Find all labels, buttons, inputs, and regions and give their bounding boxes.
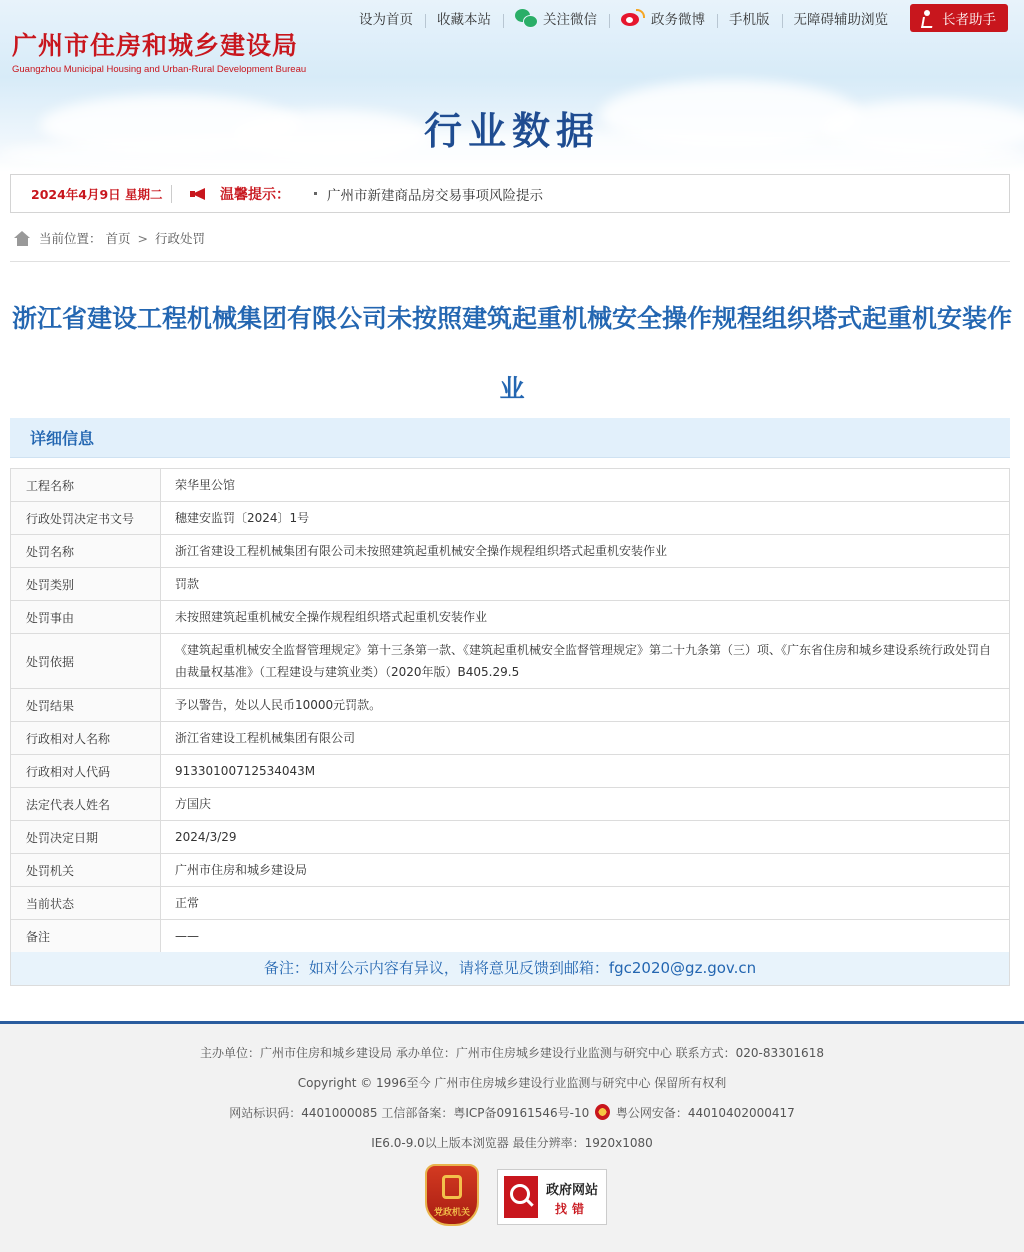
top-nav <box>347 4 1008 32</box>
feedback-note: 备注：如对公示内容有异议，请将意见反馈到邮箱：fgc2020@gz.gov.cn <box>10 952 1010 986</box>
table-row <box>11 634 1010 689</box>
row-label: 处罚结果 <box>11 689 161 722</box>
set-homepage-link[interactable]: 设为首页 <box>359 12 413 28</box>
breadcrumb <box>14 229 209 247</box>
party-government-badge[interactable] <box>425 1164 479 1226</box>
magnifier-icon <box>504 1176 538 1218</box>
row-value: 《建筑起重机械安全监督管理规定》第十三条第一款、《建筑起重机械安全监督管理规定》第二十九条第（三）项、《广东省住房和城乡建设系统行政处罚自由裁量权基准》（工程建设与建筑业类）（2020年版）B405.29.5 <box>161 634 1010 689</box>
row-value: 浙江省建设工程机械集团有限公司未按照建筑起重机械安全操作规程组织塔式起重机安装作业 <box>161 535 1010 568</box>
current-date: 2024年4月9日 星期二 <box>31 186 163 202</box>
accessibility-link[interactable]: 无障碍辅助浏览 <box>782 8 901 28</box>
row-value: 浙江省建设工程机械集团有限公司 <box>161 722 1010 755</box>
table-row <box>11 755 1010 788</box>
row-value: 予以警告，处以人民币10000元罚款。 <box>161 689 1010 722</box>
table-row <box>11 502 1010 535</box>
footer-browser-note: IE6.0-9.0以上版本浏览器 最佳分辨率：1920x1080 <box>371 1136 653 1150</box>
row-value: 方国庆 <box>161 788 1010 821</box>
article-title: 浙江省建设工程机械集团有限公司未按照建筑起重机械安全操作规程组织塔式起重机安装作业 <box>11 304 1012 403</box>
bookmark-link[interactable]: 收藏本站 <box>425 8 503 28</box>
footer-organizer: 主办单位：广州市住房和城乡建设局 承办单位：广州市住房城乡建设行业监测与研究中心 联系方式：020-83301618 <box>200 1046 824 1060</box>
row-label: 工程名称 <box>11 469 161 502</box>
footer <box>0 1021 1024 1252</box>
elder-assistant-label: 长者助手 <box>942 12 996 28</box>
weibo-link[interactable] <box>609 8 717 28</box>
notice-divider <box>171 185 172 203</box>
logo-english-name: Guangzhou Municipal Housing and Urban-Rural Development Bureau <box>12 64 307 75</box>
row-label: 处罚决定日期 <box>11 821 161 854</box>
row-value: —— <box>161 920 1010 953</box>
elder-icon <box>920 10 936 26</box>
breadcrumb-separator: > <box>137 230 149 246</box>
table-row <box>11 568 1010 601</box>
notice-bar <box>10 174 1010 213</box>
gov-badge-label-bottom: 找错 <box>554 1202 589 1216</box>
table-row <box>11 788 1010 821</box>
site-logo[interactable] <box>12 26 306 75</box>
police-badge-icon <box>595 1104 610 1120</box>
logo-chinese-name: 广州市住房和城乡建设局 <box>12 31 299 60</box>
home-icon <box>14 231 31 246</box>
row-label: 行政相对人代码 <box>11 755 161 788</box>
row-label: 行政相对人名称 <box>11 722 161 755</box>
breadcrumb-prefix: 当前位置： <box>39 231 102 246</box>
row-label: 处罚名称 <box>11 535 161 568</box>
table-row <box>11 722 1010 755</box>
weibo-icon <box>621 9 645 27</box>
table-row <box>11 887 1010 920</box>
row-label: 处罚机关 <box>11 854 161 887</box>
public-security-record[interactable]: 粤公网安备：44010402000417 <box>615 1106 795 1120</box>
emblem-icon <box>442 1175 462 1199</box>
row-label: 当前状态 <box>11 887 161 920</box>
row-value: 91330100712534043M <box>161 755 1010 788</box>
wechat-label: 关注微信 <box>543 12 597 28</box>
gov-badge-label-top: 政府网站 <box>545 1183 598 1198</box>
page-title: 行业数据 <box>423 109 600 153</box>
weibo-label: 政务微博 <box>651 12 705 28</box>
gov-site-error-report-badge[interactable] <box>497 1169 607 1225</box>
table-row <box>11 689 1010 722</box>
section-title: 详细信息 <box>30 429 95 448</box>
row-label: 行政处罚决定书文号 <box>11 502 161 535</box>
row-value: 正常 <box>161 887 1010 920</box>
notice-link[interactable]: 广州市新建商品房交易事项风险提示 <box>327 187 543 204</box>
table-row <box>11 601 1010 634</box>
footer-copyright: Copyright © 1996至今 广州市住房城乡建设行业监测与研究中心 保留所有权利 <box>297 1076 727 1090</box>
table-row <box>11 469 1010 502</box>
breadcrumb-current-link[interactable]: 行政处罚 <box>155 231 206 246</box>
table-row <box>11 854 1010 887</box>
row-value: 广州市住房和城乡建设局 <box>161 854 1010 887</box>
row-value: 穗建安监罚〔2024〕1号 <box>161 502 1010 535</box>
row-value: 罚款 <box>161 568 1010 601</box>
footer-registration <box>0 1104 1024 1121</box>
bullet-icon <box>314 192 317 195</box>
breadcrumb-home-link[interactable]: 首页 <box>105 231 131 246</box>
row-label: 处罚事由 <box>11 601 161 634</box>
row-value: 未按照建筑起重机械安全操作规程组织塔式起重机安装作业 <box>161 601 1010 634</box>
breadcrumb-divider <box>10 261 1010 262</box>
row-label: 处罚依据 <box>11 634 161 689</box>
row-value: 荣华里公馆 <box>161 469 1010 502</box>
wechat-icon <box>515 9 537 27</box>
table-row <box>11 535 1010 568</box>
megaphone-icon <box>190 185 212 203</box>
notice-label: 温馨提示： <box>220 186 290 203</box>
party-badge-label: 党政机关 <box>433 1208 470 1218</box>
row-label: 备注 <box>11 920 161 953</box>
section-header <box>10 418 1010 458</box>
wechat-link[interactable] <box>503 8 609 28</box>
row-label: 处罚类别 <box>11 568 161 601</box>
icp-record[interactable]: 网站标识码：4401000085 工信部备案：粤ICP备09161546号-10 <box>229 1106 590 1120</box>
table-row <box>11 920 1010 953</box>
row-value: 2024/3/29 <box>161 821 1010 854</box>
row-label: 法定代表人姓名 <box>11 788 161 821</box>
elder-assistant-button[interactable] <box>910 4 1008 32</box>
mobile-version-link[interactable]: 手机版 <box>717 8 782 28</box>
table-row <box>11 821 1010 854</box>
detail-table <box>10 468 1010 953</box>
